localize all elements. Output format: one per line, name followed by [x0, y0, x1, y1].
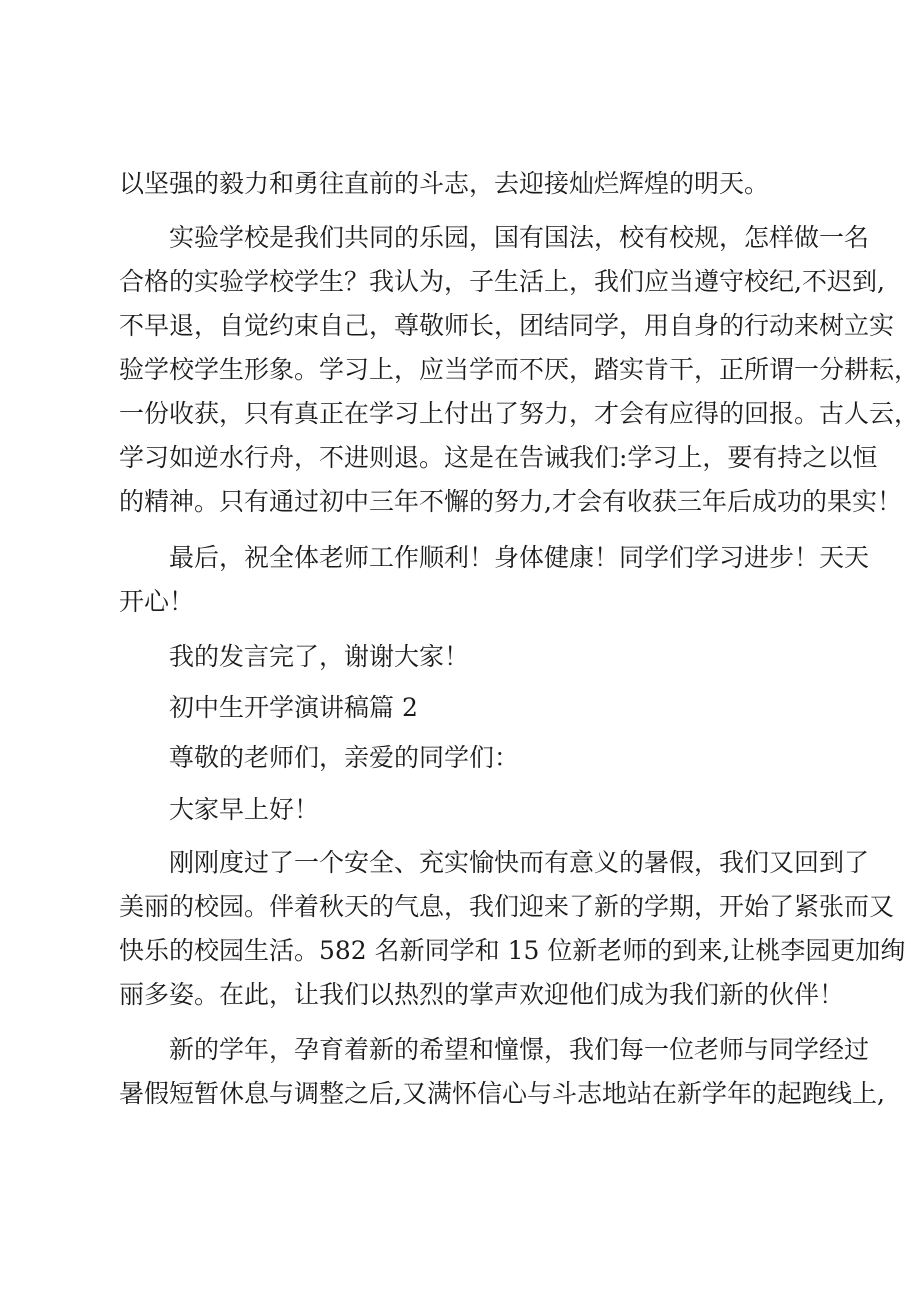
paragraph-line-6: 一份收获，只有真正在学习上付出了努力，才会有应得的回报。古人云， [119, 399, 920, 428]
paragraph-line-5: 验学校学生形象。学习上，应当学而不厌，踏实肯干，正所谓一分耕耘， [119, 355, 920, 384]
paragraph-line-17: 快乐的校园生活。582 名新同学和 15 位新老师的到来,让桃李园更加绚 [119, 936, 906, 965]
greeting-line: 尊敬的老师们，亲爱的同学们： [169, 743, 520, 772]
section-heading: 初中生开学演讲稿篇 2 [169, 693, 418, 722]
paragraph-line-3: 合格的实验学校学生？我认为，子生活上，我们应当遵守校纪,不迟到, [119, 267, 885, 296]
paragraph-line-15: 刚刚度过了一个安全、充实愉快而有意义的暑假，我们又回到了 [169, 848, 870, 877]
paragraph-line-7: 学习如逆水行舟，不进则退。这是在告诫我们:学习上，要有持之以恒 [119, 443, 878, 472]
paragraph-line-16: 美丽的校园。伴着秋天的气息，我们迎来了新的学期，开始了紧张而又 [119, 892, 895, 921]
paragraph-line-20: 暑假短暂休息与调整之后,又满怀信心与斗志地站在新学年的起跑线上, [119, 1079, 885, 1108]
morning-greeting: 大家早上好！ [169, 795, 320, 824]
paragraph-line-1: 以坚强的毅力和勇往直前的斗志，去迎接灿烂辉煌的明天。 [119, 169, 770, 198]
paragraph-line-9: 最后，祝全体老师工作顺利！身体健康！同学们学习进步！天天 [169, 543, 870, 572]
paragraph-line-10: 开心！ [119, 587, 195, 616]
paragraph-line-4: 不早退，自觉约束自己，尊敬师长，团结同学，用自身的行动来树立实 [119, 311, 895, 340]
paragraph-line-18: 丽多姿。在此，让我们以热烈的掌声欢迎他们成为我们新的伙伴！ [119, 980, 845, 1009]
paragraph-line-19: 新的学年，孕育着新的希望和憧憬，我们每一位老师与同学经过 [169, 1035, 870, 1064]
paragraph-line-2: 实验学校是我们共同的乐园，国有国法，校有校规，怎样做一名 [169, 223, 870, 252]
closing-line: 我的发言完了，谢谢大家！ [169, 642, 470, 671]
paragraph-line-8: 的精神。只有通过初中三年不懈的努力,才会有收获三年后成功的果实！ [119, 487, 902, 516]
